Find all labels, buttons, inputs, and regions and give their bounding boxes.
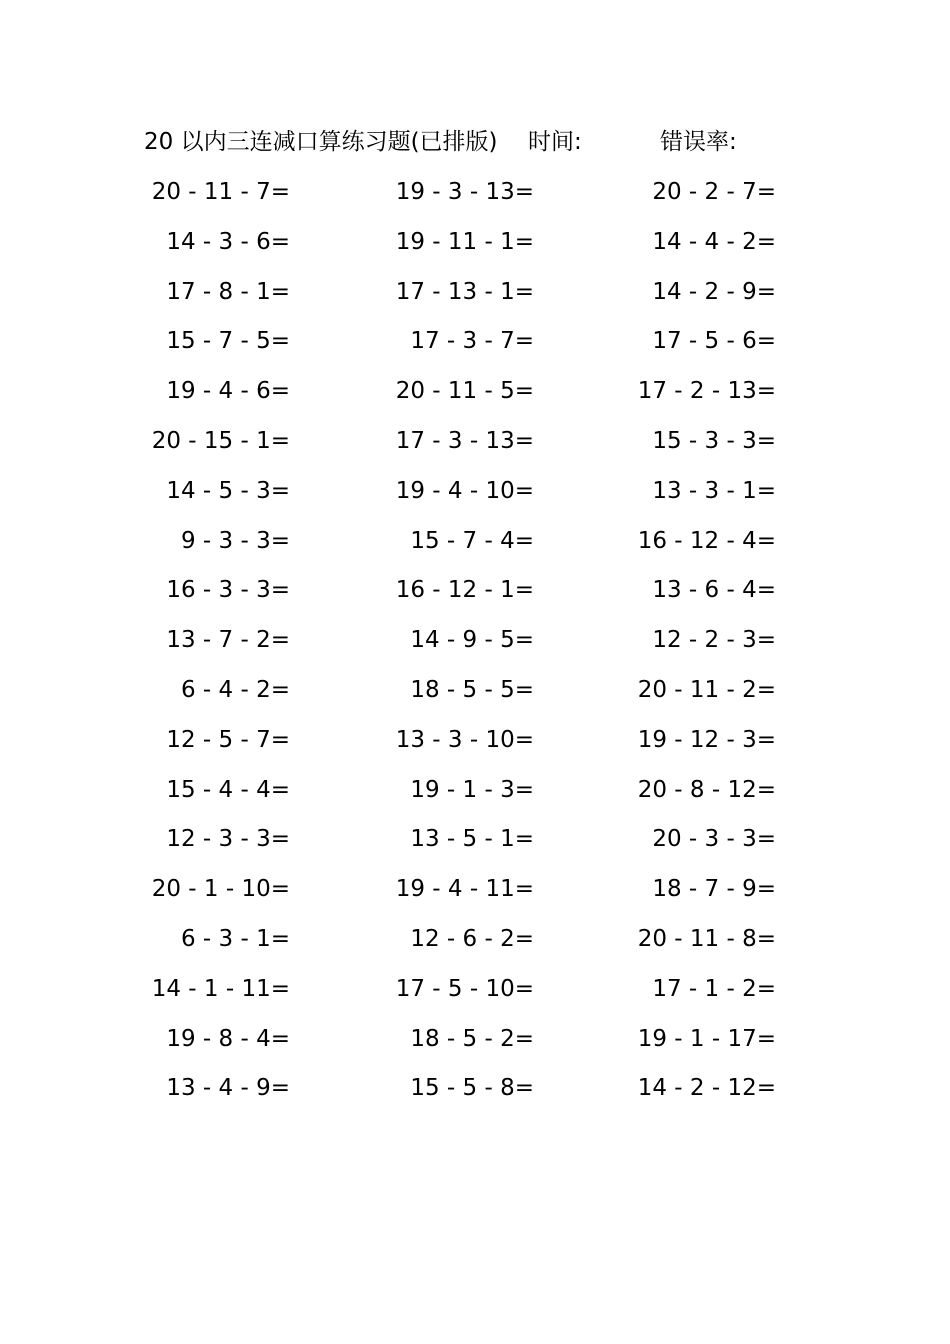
problem-cell: 15 - 7 - 5= <box>166 328 290 355</box>
problem-cell: 13 - 6 - 4= <box>652 577 776 604</box>
problem-cell: 17 - 13 - 1= <box>395 278 534 305</box>
problem-cell: 19 - 12 - 3= <box>637 726 776 753</box>
problem-cell: 18 - 7 - 9= <box>652 876 776 903</box>
problem-cell: 17 - 1 - 2= <box>652 975 776 1002</box>
problem-row <box>0 969 950 1019</box>
problem-cell: 6 - 3 - 1= <box>180 925 290 952</box>
problem-row <box>0 770 950 820</box>
problem-grid <box>0 172 950 1118</box>
problem-cell: 17 - 3 - 13= <box>395 427 534 454</box>
problem-cell: 20 - 15 - 1= <box>151 427 290 454</box>
problem-cell: 19 - 1 - 3= <box>410 776 534 803</box>
problem-cell: 18 - 5 - 5= <box>410 676 534 703</box>
problem-cell: 13 - 3 - 1= <box>652 477 776 504</box>
problem-row <box>0 1068 950 1118</box>
problem-row <box>0 720 950 770</box>
error-rate-label: 错误率: <box>660 129 737 155</box>
problem-cell: 14 - 3 - 6= <box>166 228 290 255</box>
problem-row <box>0 471 950 521</box>
problem-cell: 17 - 5 - 6= <box>652 328 776 355</box>
problem-cell: 15 - 7 - 4= <box>410 527 534 554</box>
worksheet-header <box>0 124 950 160</box>
problem-cell: 16 - 3 - 3= <box>166 577 290 604</box>
worksheet-title: 20 以内三连减口算练习题(已排版) <box>144 129 498 155</box>
problem-cell: 12 - 2 - 3= <box>652 627 776 654</box>
problem-cell: 17 - 8 - 1= <box>166 278 290 305</box>
problem-cell: 12 - 6 - 2= <box>410 925 534 952</box>
problem-cell: 19 - 4 - 6= <box>166 378 290 405</box>
problem-cell: 16 - 12 - 1= <box>395 577 534 604</box>
problem-cell: 13 - 5 - 1= <box>410 826 534 853</box>
problem-cell: 20 - 11 - 5= <box>395 378 534 405</box>
problem-cell: 19 - 4 - 10= <box>395 477 534 504</box>
problem-cell: 20 - 11 - 8= <box>637 925 776 952</box>
problem-cell: 12 - 5 - 7= <box>166 726 290 753</box>
problem-cell: 14 - 5 - 3= <box>166 477 290 504</box>
problem-row <box>0 1019 950 1069</box>
problem-cell: 14 - 2 - 12= <box>637 1075 776 1102</box>
problem-row <box>0 819 950 869</box>
problem-row <box>0 222 950 272</box>
problem-row <box>0 919 950 969</box>
problem-cell: 16 - 12 - 4= <box>637 527 776 554</box>
time-label: 时间: <box>528 129 582 155</box>
problem-cell: 20 - 1 - 10= <box>151 876 290 903</box>
problem-row <box>0 869 950 919</box>
problem-cell: 12 - 3 - 3= <box>166 826 290 853</box>
problem-row <box>0 371 950 421</box>
problem-row <box>0 272 950 322</box>
problem-cell: 15 - 5 - 8= <box>410 1075 534 1102</box>
problem-cell: 17 - 2 - 13= <box>637 378 776 405</box>
problem-row <box>0 421 950 471</box>
problem-row <box>0 172 950 222</box>
problem-cell: 20 - 11 - 7= <box>151 179 290 205</box>
problem-cell: 9 - 3 - 3= <box>180 527 290 554</box>
problem-row <box>0 570 950 620</box>
problem-row <box>0 670 950 720</box>
problem-cell: 19 - 3 - 13= <box>395 179 534 205</box>
problem-row <box>0 620 950 670</box>
problem-cell: 14 - 9 - 5= <box>410 627 534 654</box>
problem-cell: 14 - 1 - 11= <box>151 975 290 1002</box>
problem-cell: 20 - 3 - 3= <box>652 826 776 853</box>
problem-cell: 19 - 11 - 1= <box>395 228 534 255</box>
problem-row <box>0 321 950 371</box>
problem-cell: 15 - 4 - 4= <box>166 776 290 803</box>
problem-row <box>0 521 950 571</box>
problem-cell: 13 - 7 - 2= <box>166 627 290 654</box>
problem-cell: 13 - 3 - 10= <box>395 726 534 753</box>
problem-cell: 18 - 5 - 2= <box>410 1025 534 1052</box>
problem-cell: 20 - 8 - 12= <box>637 776 776 803</box>
problem-cell: 20 - 11 - 2= <box>637 676 776 703</box>
problem-cell: 14 - 2 - 9= <box>652 278 776 305</box>
problem-cell: 17 - 5 - 10= <box>395 975 534 1002</box>
problem-cell: 19 - 4 - 11= <box>395 876 534 903</box>
problem-cell: 17 - 3 - 7= <box>410 328 534 355</box>
problem-cell: 19 - 8 - 4= <box>166 1025 290 1052</box>
problem-cell: 14 - 4 - 2= <box>652 228 776 255</box>
problem-cell: 6 - 4 - 2= <box>180 676 290 703</box>
problem-cell: 20 - 2 - 7= <box>652 179 776 205</box>
problem-cell: 19 - 1 - 17= <box>637 1025 776 1052</box>
problem-cell: 13 - 4 - 9= <box>166 1075 290 1102</box>
problem-cell: 15 - 3 - 3= <box>652 427 776 454</box>
